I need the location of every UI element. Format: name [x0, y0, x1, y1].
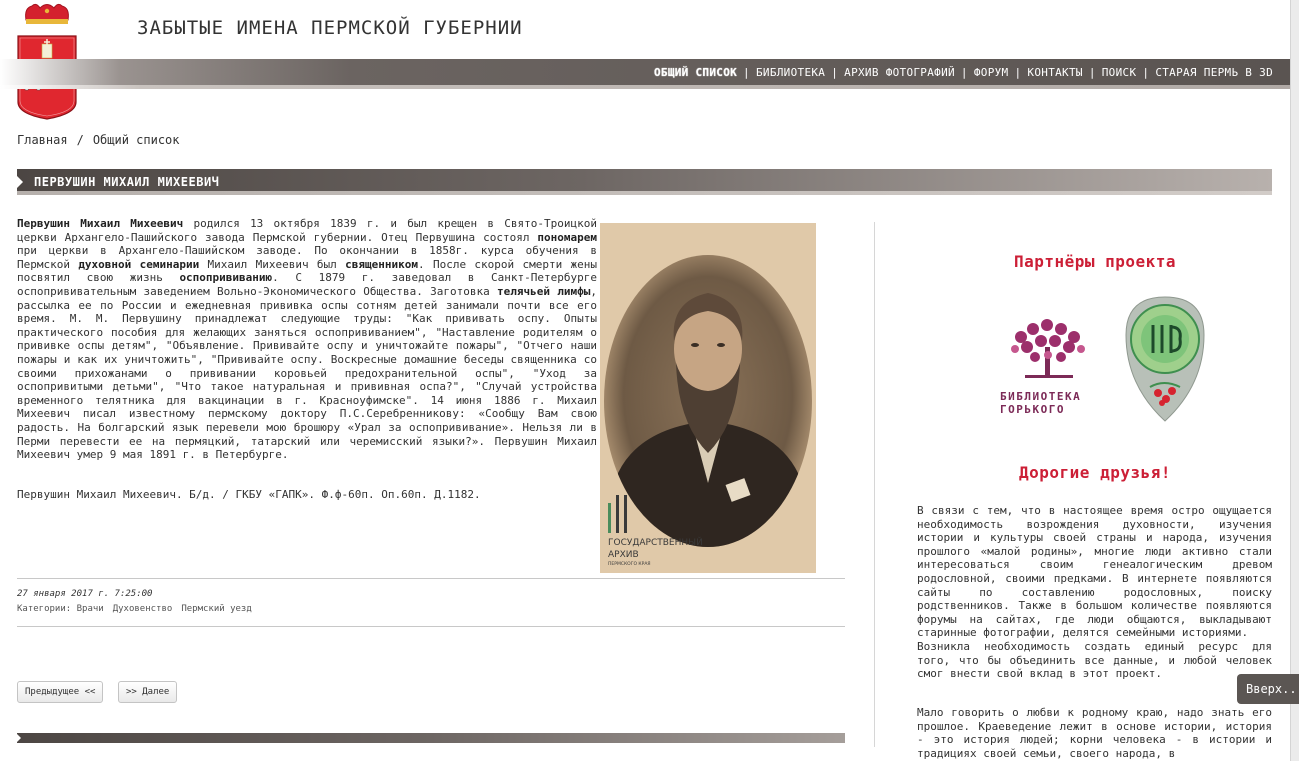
- title-bar-notch: [17, 176, 23, 188]
- article-bold-term: пономарем: [537, 230, 597, 244]
- nav-separator: |: [1142, 66, 1150, 79]
- breadcrumb-current[interactable]: Общий список: [92, 133, 180, 147]
- nav-separator: |: [960, 66, 968, 79]
- library-name-line2: ГОРЬКОГО: [1000, 403, 1065, 416]
- nav-separator: |: [743, 66, 750, 79]
- nav-item-4[interactable]: ФОРУМ: [973, 66, 1009, 79]
- footer-bar-notch: [17, 734, 21, 742]
- article-text-run: . После скорой смерти жены посвятил свою жизнь: [17, 257, 598, 285]
- article-body: [17, 217, 597, 462]
- sidebar-second-paragraph: Мало говорить о любви к родному краю, надо знать его прошлое. Краеведение лежит в основе истории, история - это история людей; корни человека - в истории и традициях своей семьи, своего народа, в: [917, 706, 1272, 760]
- page-title: ПЕРВУШИН МИХАИЛ МИХЕЕВИЧ: [34, 175, 220, 189]
- nav-item-2[interactable]: БИБЛИОТЕКА: [755, 66, 826, 79]
- article-bold-term: телячьей лимфы: [497, 284, 591, 298]
- friends-heading: Дорогие друзья!: [1019, 463, 1171, 482]
- column-divider: [874, 222, 875, 747]
- sidebar-intro-paragraph: [917, 504, 1272, 681]
- photo-source-caption: Первушин Михаил Михеевич. Б/д. / ГКБУ «ГАПК». Ф.ф-60п. Оп.60п. Д.1182.: [17, 488, 481, 501]
- article-text-run: , рассылка ее по России и ежедневная прививка оспы сотням детей занимали почти все его время. М. М. Первушину принадлежат следующие труды: "Как прививать оспу. Опыты практического пособия для желающих заняться оспопрививанием", "Наставление родителям о прививке оспы детям", "Объявление. Прививайте оспу и уничтожайте пожары", "Отчего наши пожары и как их уничтожить", "Прививайте оспу. Воскресные домашние беседы священника со своими прихожанами о прививании коровьей предохранительной оспы", "Уход за оспопривитыми детьми", "Что такое натуральная и прививная оспа?", "Случай устройства временного телятника для вакцинации в г. Красноуфимске". 14 июня 1886 г. Михаил Михеевич писал известному пермскому доктору П.С.Серебренникову: «Сообщу Вам свою радость. На болгарский язык перевели мою брошюру «Урал за оспопрививание». Нельзя ли в Перми перевести ее на пермяцкий, татарский или черемисский языки?». Первушин Михаил Михеевич умер 9 мая 1891 г. в Петербурге.: [17, 284, 597, 462]
- gorky-library-name: [1000, 390, 1081, 416]
- sidebar-paragraph-line: В связи с тем, что в настоящее время остро ощущается необходимость возрождения духовности, изучения истории и культуры своей страны и народа, изучения прошлого «малой родины», многие люди активно стали интересоваться своим генеалогическим древом родословной, своими предками. В интернете появляются сайты по составлению родословных, поиску родственников. Также в большом количестве появляются форумы на сайтах, где люди общаются, выкладывают старинные фотографии, делятся семейными историями.: [917, 504, 1272, 640]
- nav-item-1[interactable]: ОБЩИЙ СПИСОК: [653, 66, 738, 79]
- article-text-run: Михаил Михеевич был: [199, 257, 346, 271]
- meta-divider-bottom: [17, 626, 845, 627]
- sidebar-paragraph-line: Возникла необходимость создать единый ресурс для того, что бы объединить все данные, и любой человек смог внести свой вклад в этот проект.: [917, 639, 1272, 681]
- main-navigation: [654, 66, 1273, 79]
- content-footer-bar: [17, 733, 845, 743]
- category-link[interactable]: Духовенство: [112, 604, 173, 614]
- photo-watermark-line3: ПЕРМСКОГО КРАЯ: [608, 562, 651, 567]
- photo-watermark-line2: АРХИВ: [608, 550, 639, 560]
- article-text-run: при церкви в Архангело-Пашийском заводе. По окончании в 1858г. курса обучения в Пермской: [17, 244, 597, 271]
- nav-item-7[interactable]: СТАРАЯ ПЕРМЬ В 3D: [1155, 66, 1273, 79]
- article-text-run: . С 1879 г. заведовал в Санкт-Петербурге оспопрививательным заведением Вольно-Экономического Общества. Заготовка: [17, 271, 598, 298]
- scroll-to-top-button[interactable]: Вверх..: [1237, 674, 1299, 704]
- nav-separator: |: [1088, 66, 1096, 79]
- categories-label: Категории:: [17, 604, 77, 614]
- breadcrumb: [17, 133, 180, 147]
- nav-item-5[interactable]: КОНТАКТЫ: [1027, 66, 1083, 79]
- photo-watermark-line1: ГОСУДАРСТВЕННЫЙ: [608, 538, 703, 548]
- category-link[interactable]: Врачи: [76, 604, 104, 614]
- article-text-run: родился 13 октября 1839 г. и был крещен в Свято-Троицкой церкви Архангело-Пашийского завода Пермской губернии. Отец Первушина состоял: [17, 217, 597, 244]
- article-bold-term: оспопрививанию: [179, 271, 273, 285]
- category-link[interactable]: Пермский уезд: [181, 604, 252, 614]
- meta-divider-top: [17, 578, 845, 579]
- breadcrumb-home-link[interactable]: Главная: [17, 133, 68, 147]
- nav-item-6[interactable]: ПОИСК: [1101, 66, 1137, 79]
- nav-separator: |: [831, 66, 839, 79]
- article-bold-term: Первушин Михаил Михеевич: [17, 217, 184, 230]
- next-button[interactable]: >> Далее: [118, 681, 177, 703]
- library-name-line1: БИБЛИОТЕКА: [1000, 390, 1082, 403]
- article-bold-term: священником: [345, 257, 418, 271]
- publish-date: 27 января 2017 г. 7:25:00: [17, 589, 153, 599]
- page-scrollbar-track[interactable]: [1290, 0, 1299, 761]
- portrait-photo[interactable]: [600, 223, 816, 573]
- article-bold-term: духовной семинарии: [78, 257, 200, 271]
- historical-society-logo[interactable]: [1124, 295, 1206, 423]
- nav-separator: |: [1014, 66, 1022, 79]
- partners-heading: Партнёры проекта: [1013, 252, 1177, 271]
- previous-button[interactable]: Предыдущее <<: [17, 681, 103, 703]
- categories-list: [17, 604, 261, 614]
- site-title: ЗАБЫТЫЕ ИМЕНА ПЕРМСКОЙ ГУБЕРНИИ: [137, 17, 523, 39]
- nav-item-3[interactable]: АРХИВ ФОТОГРАФИЙ: [844, 66, 955, 79]
- breadcrumb-separator: /: [76, 133, 84, 147]
